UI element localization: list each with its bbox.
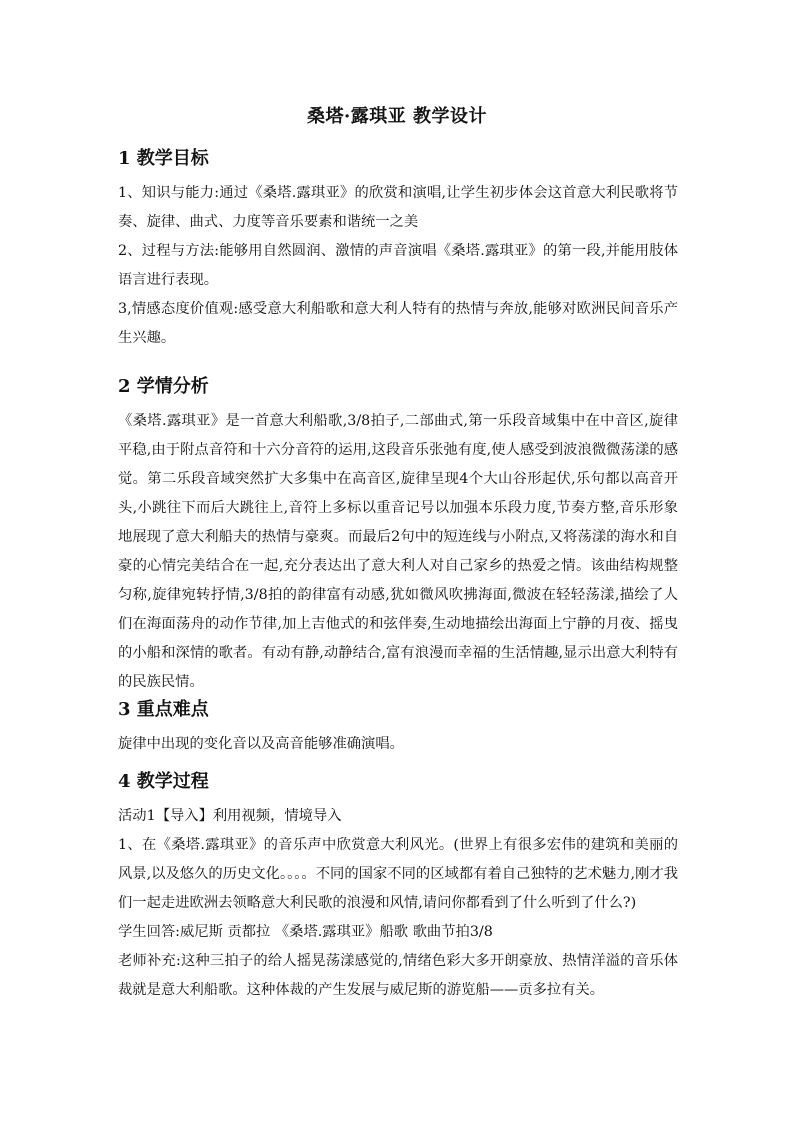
section-heading: 3 重点难点 xyxy=(118,699,209,720)
section-heading: 1 教学目标 xyxy=(118,148,209,169)
section-heading: 2 学情分析 xyxy=(118,376,209,397)
section-teaching-goals xyxy=(118,146,678,353)
paragraph: 1、知识与能力:通过《桑塔.露琪亚》的欣赏和演唱,让学生初步体会这首意大利民歌将节奏、旋律、曲式、力度等音乐要素和谐统一之美 xyxy=(118,185,678,230)
student-answer: 学生回答:威尼斯 贡都拉 《桑塔.露琪亚》船歌 歌曲节拍3/8 xyxy=(118,924,493,940)
paragraph: 3,情感态度价值观:感受意大利船歌和意大利人特有的热情与奔放,能够对欧洲民间音乐产生兴趣。 xyxy=(118,301,678,346)
paragraph: 旋律中出现的变化音以及高音能够准确演唱。 xyxy=(118,736,404,752)
paragraph: 《桑塔.露琪亚》是一首意大利船歌,3/8拍子,二部曲式,第一乐段音域集中在中音区,旋律平稳,由于附点音符和十六分音符的运用,这段音乐张弛有度,使人感受到波浪微微荡漾的感觉。第二乐段音域突然扩大多集中在高音区,旋律呈现4个大山谷形起伏,乐句都以高音开头,小跳往下而后大跳往上,音符上多标以重音记号以加强本乐段力度,节奏方整,音乐形象地展现了意大利船夫的热情与豪爽。而最后2句中的短连线与小附点,又将荡漾的海水和自豪的心情完美结合在一起,充分表达出了意大利人对自己家乡的热爱之情。该曲结构规整匀称,旋律宛转抒情,3/8拍的韵律富有动感,犹如微风吹拂海面,微波在轻轻荡漾,描绘了人们在海面荡舟的动作节律,加上吉他式的和弦伴奏,生动地描绘出海面上宁静的月夜、摇曳的小船和深情的歌者。有动有静,动静结合,富有浪漫而幸福的生活情趣,显示出意大利特有的民族民情。 xyxy=(118,413,678,690)
teacher-supplement: 老师补充:这种三拍子的给人摇晃荡漾感觉的,情绪色彩大多开朗豪放、热情洋溢的音乐体裁就是意大利船歌。这种体裁的产生发展与威尼斯的游览船——贡多拉有关。 xyxy=(118,953,678,998)
section-learning-analysis xyxy=(118,374,678,697)
section-heading: 4 教学过程 xyxy=(118,771,209,792)
paragraph: 1、在《桑塔.露琪亚》的音乐声中欣赏意大利风光。(世界上有很多宏伟的建筑和美丽的风景,以及悠久的历史文化。。。。不同的国家不同的区域都有着自己独特的艺术魅力,刚才我们一起走进欧洲去领略意大利民歌的浪漫和风情,请问你都看到了什么听到了什么?) xyxy=(118,837,678,911)
activity-line: 活动1【导入】利用视频，情境导入 xyxy=(118,808,342,824)
section-key-difficulties xyxy=(118,697,678,759)
paragraph: 2、过程与方法:能够用自然圆润、激情的声音演唱《桑塔.露琪亚》的第一段,并能用肢体语言进行表现。 xyxy=(118,243,678,288)
section-teaching-process xyxy=(118,769,678,1005)
document-title: 桑塔·露琪亚 教学设计 xyxy=(306,106,488,127)
